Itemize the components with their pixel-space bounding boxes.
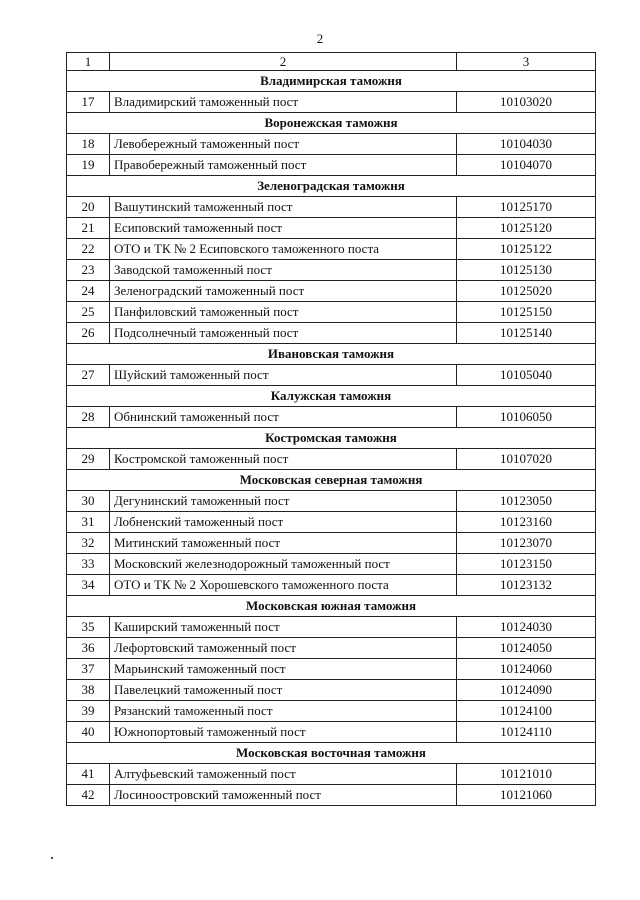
row-number-cell: 39 xyxy=(67,701,110,722)
post-name-cell: Левобережный таможенный пост xyxy=(110,134,457,155)
post-code-cell: 10121060 xyxy=(457,785,596,806)
customs-group-title: Ивановская таможня xyxy=(67,344,596,365)
customs-group-title: Владимирская таможня xyxy=(67,71,596,92)
customs-group-title: Воронежская таможня xyxy=(67,113,596,134)
table-row xyxy=(67,764,596,785)
row-number-cell: 33 xyxy=(67,554,110,575)
table-row xyxy=(67,785,596,806)
post-name-cell: Зеленоградский таможенный пост xyxy=(110,281,457,302)
post-name-cell: Правобережный таможенный пост xyxy=(110,155,457,176)
post-code-cell: 10124100 xyxy=(457,701,596,722)
post-code-cell: 10104070 xyxy=(457,155,596,176)
row-number-cell: 38 xyxy=(67,680,110,701)
post-code-cell: 10124060 xyxy=(457,659,596,680)
post-code-cell: 10123070 xyxy=(457,533,596,554)
post-name-cell: Лосиноостровский таможенный пост xyxy=(110,785,457,806)
row-number-cell: 21 xyxy=(67,218,110,239)
post-code-cell: 10125150 xyxy=(457,302,596,323)
customs-group-title: Костромская таможня xyxy=(67,428,596,449)
post-code-cell: 10125020 xyxy=(457,281,596,302)
table-row xyxy=(67,449,596,470)
table-row xyxy=(67,365,596,386)
post-name-cell: Панфиловский таможенный пост xyxy=(110,302,457,323)
table-row xyxy=(67,575,596,596)
row-number-cell: 26 xyxy=(67,323,110,344)
table-row xyxy=(67,617,596,638)
post-name-cell: Южнопортовый таможенный пост xyxy=(110,722,457,743)
customs-group-header xyxy=(67,113,596,134)
table-row xyxy=(67,638,596,659)
customs-group-header xyxy=(67,428,596,449)
customs-group-header xyxy=(67,743,596,764)
post-name-cell: Владимирский таможенный пост xyxy=(110,92,457,113)
row-number-cell: 27 xyxy=(67,365,110,386)
row-number-cell: 30 xyxy=(67,491,110,512)
customs-group-title: Московская северная таможня xyxy=(67,470,596,491)
post-code-cell: 10124110 xyxy=(457,722,596,743)
table-row xyxy=(67,407,596,428)
post-code-cell: 10125122 xyxy=(457,239,596,260)
table-row xyxy=(67,491,596,512)
column-number-1: 1 xyxy=(67,53,110,71)
post-code-cell: 10123050 xyxy=(457,491,596,512)
table-row xyxy=(67,260,596,281)
table-row xyxy=(67,323,596,344)
post-name-cell: Каширский таможенный пост xyxy=(110,617,457,638)
post-name-cell: Павелецкий таможенный пост xyxy=(110,680,457,701)
table-row xyxy=(67,92,596,113)
row-number-cell: 35 xyxy=(67,617,110,638)
row-number-cell: 29 xyxy=(67,449,110,470)
customs-group-header xyxy=(67,176,596,197)
post-code-cell: 10123150 xyxy=(457,554,596,575)
post-code-cell: 10124090 xyxy=(457,680,596,701)
post-code-cell: 10104030 xyxy=(457,134,596,155)
post-name-cell: Лобненский таможенный пост xyxy=(110,512,457,533)
page-number: 2 xyxy=(316,31,324,46)
customs-group-header xyxy=(67,344,596,365)
post-name-cell: Вашутинский таможенный пост xyxy=(110,197,457,218)
customs-group-header xyxy=(67,71,596,92)
row-number-cell: 24 xyxy=(67,281,110,302)
row-number-cell: 25 xyxy=(67,302,110,323)
table-row xyxy=(67,155,596,176)
table-row xyxy=(67,701,596,722)
post-name-cell: Лефортовский таможенный пост xyxy=(110,638,457,659)
post-name-cell: Дегунинский таможенный пост xyxy=(110,491,457,512)
row-number-cell: 17 xyxy=(67,92,110,113)
customs-group-header xyxy=(67,386,596,407)
table-row xyxy=(67,554,596,575)
row-number-cell: 41 xyxy=(67,764,110,785)
post-name-cell: Обнинский таможенный пост xyxy=(110,407,457,428)
post-code-cell: 10125170 xyxy=(457,197,596,218)
post-code-cell: 10124030 xyxy=(457,617,596,638)
row-number-cell: 19 xyxy=(67,155,110,176)
row-number-cell: 37 xyxy=(67,659,110,680)
customs-group-title: Зеленоградская таможня xyxy=(67,176,596,197)
post-code-cell: 10103020 xyxy=(457,92,596,113)
row-number-cell: 40 xyxy=(67,722,110,743)
row-number-cell: 18 xyxy=(67,134,110,155)
table-row xyxy=(67,533,596,554)
column-numbers-row xyxy=(67,53,596,71)
row-number-cell: 36 xyxy=(67,638,110,659)
post-name-cell: ОТО и ТК № 2 Есиповского таможенного поста xyxy=(110,239,457,260)
post-code-cell: 10125120 xyxy=(457,218,596,239)
customs-group-title: Калужская таможня xyxy=(67,386,596,407)
post-name-cell: Шуйский таможенный пост xyxy=(110,365,457,386)
customs-posts-table xyxy=(66,52,596,806)
post-code-cell: 10106050 xyxy=(457,407,596,428)
row-number-cell: 42 xyxy=(67,785,110,806)
table-body xyxy=(67,53,596,806)
table-row xyxy=(67,512,596,533)
table-row xyxy=(67,722,596,743)
table-row xyxy=(67,239,596,260)
table-row xyxy=(67,218,596,239)
customs-group-header xyxy=(67,596,596,617)
post-name-cell: Заводской таможенный пост xyxy=(110,260,457,281)
post-code-cell: 10125140 xyxy=(457,323,596,344)
table-row xyxy=(67,281,596,302)
customs-group-title: Московская южная таможня xyxy=(67,596,596,617)
post-code-cell: 10124050 xyxy=(457,638,596,659)
post-code-cell: 10121010 xyxy=(457,764,596,785)
row-number-cell: 31 xyxy=(67,512,110,533)
row-number-cell: 34 xyxy=(67,575,110,596)
post-code-cell: 10105040 xyxy=(457,365,596,386)
table-row xyxy=(67,197,596,218)
row-number-cell: 28 xyxy=(67,407,110,428)
post-name-cell: Алтуфьевский таможенный пост xyxy=(110,764,457,785)
post-name-cell: Московский железнодорожный таможенный пост xyxy=(110,554,457,575)
customs-group-title: Московская восточная таможня xyxy=(67,743,596,764)
row-number-cell: 32 xyxy=(67,533,110,554)
post-name-cell: Подсолнечный таможенный пост xyxy=(110,323,457,344)
post-code-cell: 10125130 xyxy=(457,260,596,281)
post-name-cell: ОТО и ТК № 2 Хорошевского таможенного поста xyxy=(110,575,457,596)
post-name-cell: Марьинский таможенный пост xyxy=(110,659,457,680)
table-row xyxy=(67,680,596,701)
post-code-cell: 10123160 xyxy=(457,512,596,533)
row-number-cell: 20 xyxy=(67,197,110,218)
post-name-cell: Рязанский таможенный пост xyxy=(110,701,457,722)
table-row xyxy=(67,134,596,155)
column-number-3: 3 xyxy=(457,53,596,71)
post-code-cell: 10107020 xyxy=(457,449,596,470)
post-name-cell: Митинский таможенный пост xyxy=(110,533,457,554)
row-number-cell: 23 xyxy=(67,260,110,281)
table-row xyxy=(67,302,596,323)
customs-group-header xyxy=(67,470,596,491)
scan-speck xyxy=(51,857,53,859)
post-name-cell: Есиповский таможенный пост xyxy=(110,218,457,239)
column-number-2: 2 xyxy=(110,53,457,71)
post-code-cell: 10123132 xyxy=(457,575,596,596)
row-number-cell: 22 xyxy=(67,239,110,260)
post-name-cell: Костромской таможенный пост xyxy=(110,449,457,470)
table-row xyxy=(67,659,596,680)
